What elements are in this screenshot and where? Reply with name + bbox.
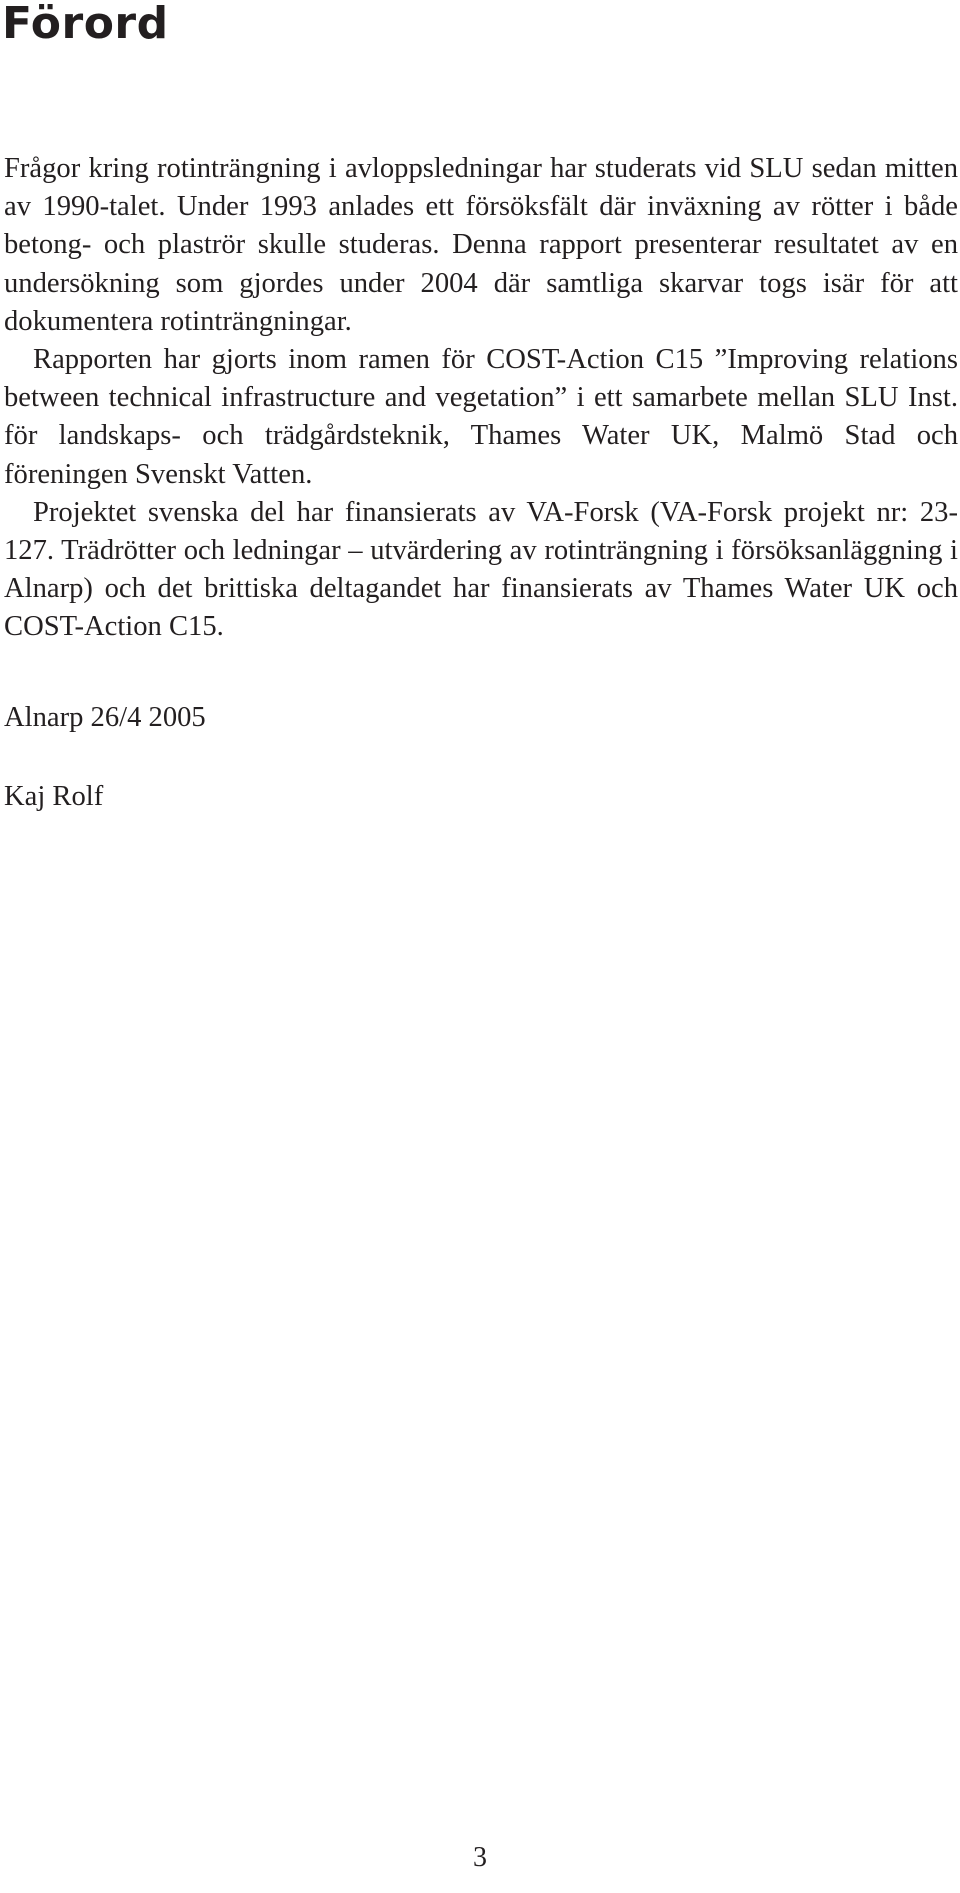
paragraph-funding: Projektet svenska del har finansierats av VA-Forsk (VA-Forsk projekt nr: 23-127. Trädrötter och ledningar – utvärdering av rotinträngning i försöksanläggning i Alnarp) och det brittiska deltagandet har finansierats av Thames Water UK och COST-Action C15. xyxy=(4,496,958,643)
paragraph-intro: Frågor kring rotinträngning i avloppsledningar har studerats vid SLU sedan mitten av 1990-talet. Under 1993 anlades ett försöksfält där inväxning av rötter i både betong- och plaströr skulle studeras. Denna rapport presenterar resultatet av en undersökning som gjordes under 2004 där samtliga skarvar togs isär för att dokumentera rotinträngningar. xyxy=(4,153,958,337)
author-name: Kaj Rolf xyxy=(4,781,104,812)
foreword-body xyxy=(4,150,958,647)
page-title: Förord xyxy=(2,0,169,49)
page-number: 3 xyxy=(473,1842,487,1873)
place-date: Alnarp 26/4 2005 xyxy=(4,702,206,733)
paragraph-cost-action: Rapporten har gjorts inom ramen för COST-Action C15 ”Improving relations between technical infrastructure and vegetation” i ett samarbete mellan SLU Inst. för landskaps- och trädgårdsteknik, Thames Water UK, Malmö Stad och föreningen Svenskt Vatten. xyxy=(4,344,958,490)
